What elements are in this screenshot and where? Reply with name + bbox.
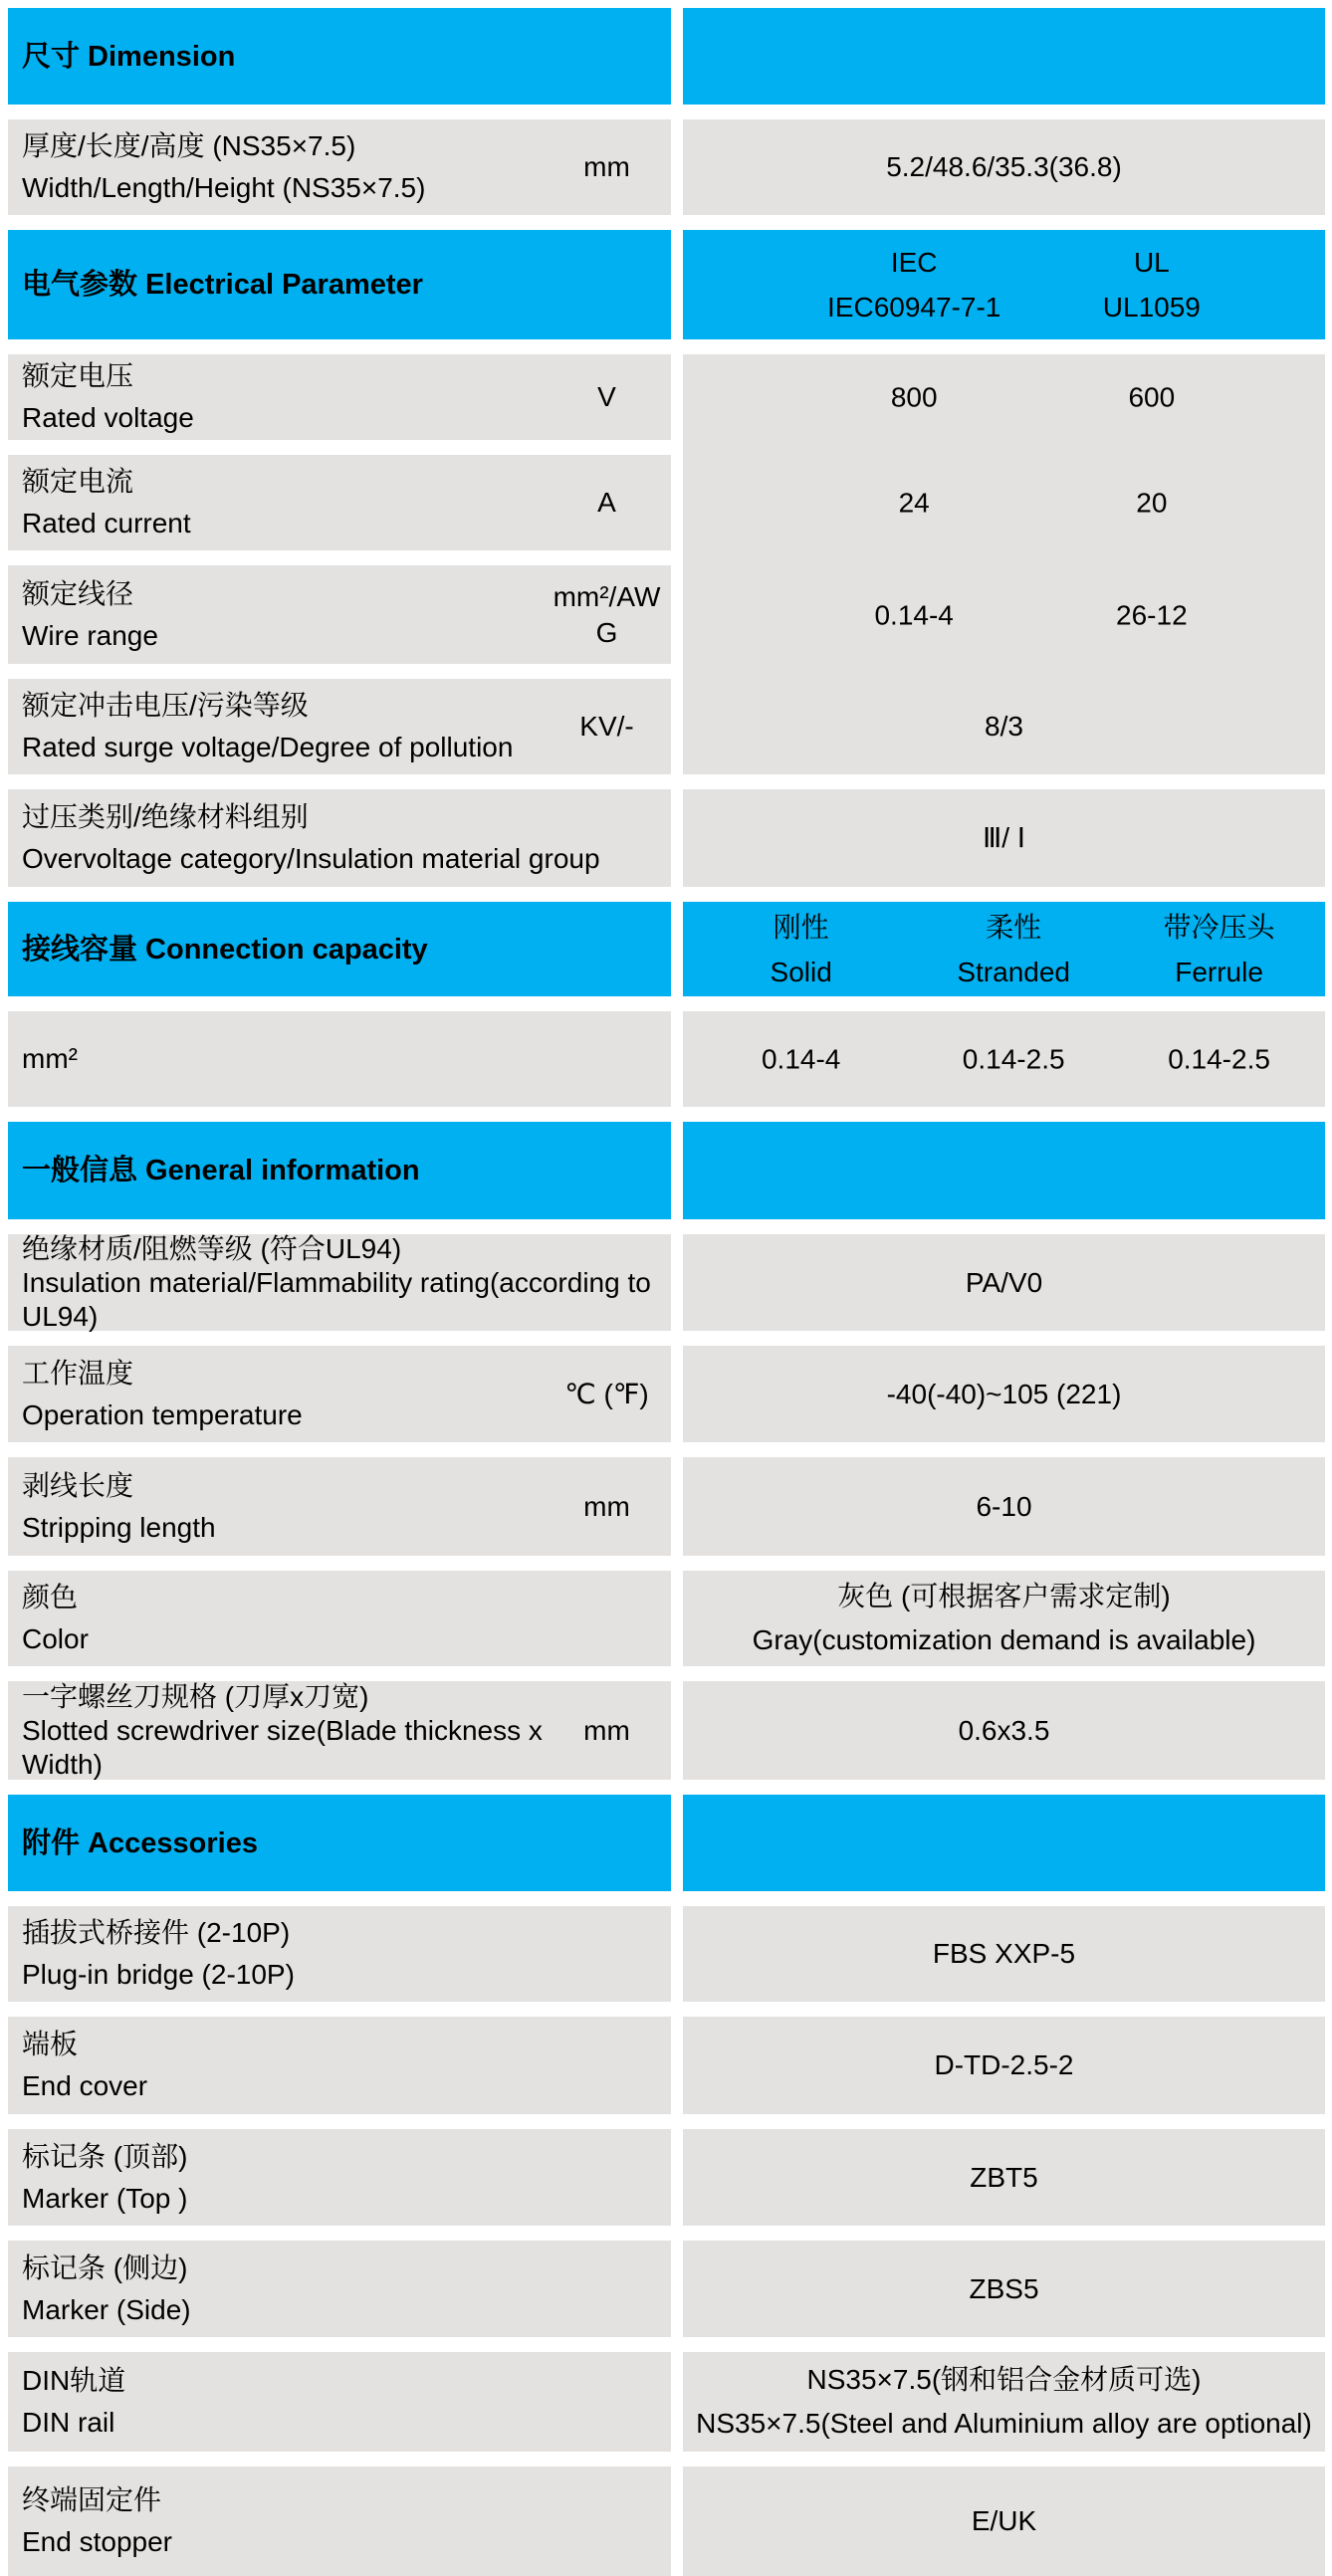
section-header-accessories <box>8 1795 1332 1891</box>
row-insulation-material <box>8 1234 1332 1331</box>
row-rated-current-unit: A <box>597 487 616 518</box>
row-screwdriver-label-en: Slotted screwdriver size(Blade thickness x Width) <box>22 1714 543 1780</box>
row-insulation-label-zh: 绝缘材质/阻燃等级 (符合UL94) <box>22 1232 402 1264</box>
section-header-dimension-right <box>683 8 1325 105</box>
row-operation-temperature <box>8 1346 1332 1442</box>
row-color-value-en: Gray(customization demand is available) <box>752 1624 1256 1655</box>
row-rated-voltage-label-en: Rated voltage <box>22 402 194 433</box>
row-wire-range-label-zh: 额定线径 <box>22 577 134 609</box>
row-plug-in-bridge <box>8 1906 1332 2002</box>
row-dimensions-label-en: Width/Length/Height (NS35×7.5) <box>22 172 426 203</box>
row-end-stopper-label-en: End stopper <box>22 2526 172 2557</box>
row-screwdriver-unit: mm <box>583 1714 630 1746</box>
section-header-electrical-right <box>683 230 1325 339</box>
row-rated-voltage-value-ul: 600 <box>1128 381 1176 413</box>
row-screwdriver-value: 0.6x3.5 <box>958 1714 1050 1746</box>
row-surge-voltage <box>8 679 671 774</box>
row-capacity-value-solid: 0.14-4 <box>761 1043 841 1075</box>
section-title-dimension: 尺寸 Dimension <box>22 40 236 73</box>
col-header-stranded-zh: 柔性 <box>986 911 1042 943</box>
row-temperature-unit: ℃ (℉) <box>564 1378 649 1409</box>
row-overvoltage-label-zh: 过压类别/绝缘材料组别 <box>22 801 309 832</box>
col-header-iec <box>827 240 1000 329</box>
row-surge-voltage-label-en: Rated surge voltage/Degree of pollution <box>22 732 514 762</box>
row-dimensions <box>8 119 1332 215</box>
row-screwdriver-label-zh: 一字螺丝刀规格 (刀厚x刀宽) <box>22 1680 369 1712</box>
col-header-iec-label: IEC <box>890 247 938 278</box>
col-header-solid-zh: 刚性 <box>773 911 829 943</box>
row-surge-voltage-label-zh: 额定冲击电压/污染等级 <box>22 690 309 721</box>
row-end-cover <box>8 2017 1332 2114</box>
row-stripping-value: 6-10 <box>976 1490 1032 1522</box>
col-header-stranded <box>957 905 1070 994</box>
section-title-electrical: 电气参数 Electrical Parameter <box>22 269 423 301</box>
row-marker-side-value: ZBS5 <box>969 2272 1039 2304</box>
row-end-stopper <box>8 2467 1332 2576</box>
row-stripping-label-en: Stripping length <box>22 1511 216 1543</box>
row-stripping-unit: mm <box>583 1490 630 1522</box>
row-dimensions-unit: mm <box>583 151 630 182</box>
row-rated-voltage <box>8 354 671 440</box>
col-header-ferrule-zh: 带冷压头 <box>1163 911 1275 943</box>
row-temperature-value: -40(-40)~105 (221) <box>886 1378 1122 1409</box>
row-connection-capacity <box>8 1011 1332 1107</box>
row-color <box>8 1571 1332 1666</box>
row-marker-top <box>8 2129 1332 2226</box>
row-din-rail-label-zh: DIN轨道 <box>22 2365 126 2396</box>
row-color-label-zh: 颜色 <box>22 1582 79 1612</box>
row-marker-side <box>8 2241 1332 2337</box>
row-overvoltage-category <box>8 789 1332 887</box>
row-marker-top-label-zh: 标记条 (顶部) <box>22 2140 188 2172</box>
section-title-accessories: 附件 Accessories <box>22 1826 258 1859</box>
row-rated-current-value-iec: 24 <box>898 487 930 519</box>
row-temperature-label-en: Operation temperature <box>22 1398 303 1430</box>
col-header-ul <box>1103 240 1201 329</box>
section-title-general: 一般信息 General information <box>22 1155 420 1186</box>
row-endcover-label-en: End cover <box>22 2070 148 2101</box>
row-rated-current-value-ul: 20 <box>1136 487 1168 519</box>
row-bridge-label-zh: 插拔式桥接件 (2-10P) <box>22 1917 291 1948</box>
section-electrical-rows <box>8 354 1332 774</box>
row-marker-top-label-en: Marker (Top ) <box>22 2182 188 2214</box>
row-stripping-length <box>8 1457 1332 1556</box>
row-rated-voltage-label-zh: 额定电压 <box>22 360 134 391</box>
row-overvoltage-label-en: Overvoltage category/Insulation material group <box>22 843 600 874</box>
row-stripping-label-zh: 剥线长度 <box>22 1469 134 1501</box>
row-end-stopper-label-zh: 终端固定件 <box>22 2484 162 2515</box>
section-title-connection: 接线容量 Connection capacity <box>22 933 428 966</box>
row-surge-voltage-value: 8/3 <box>985 711 1023 742</box>
section-header-connection-right <box>683 902 1325 996</box>
col-header-ferrule <box>1164 905 1275 994</box>
section-header-general-right <box>683 1122 1325 1219</box>
col-header-ferrule-en: Ferrule <box>1175 956 1263 987</box>
row-insulation-label-en: Insulation material/Flammability rating(according to UL94) <box>22 1266 651 1332</box>
row-end-stopper-value: E/UK <box>971 2505 1037 2536</box>
row-color-label-en: Color <box>22 1623 89 1654</box>
col-header-ul-label: UL <box>1133 247 1170 278</box>
col-header-ul-standard: UL1059 <box>1102 292 1201 322</box>
row-wire-range-value-iec: 0.14-4 <box>874 599 954 630</box>
row-capacity-value-ferrule: 0.14-2.5 <box>1168 1043 1270 1075</box>
row-surge-voltage-unit: KV/- <box>579 711 634 742</box>
row-insulation-value: PA/V0 <box>965 1266 1043 1298</box>
col-header-solid <box>771 905 832 994</box>
row-rated-voltage-unit: V <box>597 381 616 412</box>
col-header-stranded-en: Stranded <box>957 956 1070 987</box>
row-bridge-value: FBS XXP-5 <box>932 1938 1076 1969</box>
row-color-value-zh: 灰色 (可根据客户需求定制) <box>837 1581 1171 1611</box>
row-bridge-label-en: Plug-in bridge (2-10P) <box>22 1959 295 1990</box>
row-rated-current-label-en: Rated current <box>22 508 191 538</box>
row-wire-range-value-ul: 26-12 <box>1116 599 1188 630</box>
row-marker-top-value: ZBT5 <box>970 2161 1038 2193</box>
row-screwdriver-size <box>8 1681 1332 1780</box>
section-header-connection <box>8 902 1332 996</box>
row-rated-voltage-value-iec: 800 <box>890 381 938 413</box>
row-wire-range-unit: mm²/AWG <box>553 580 661 648</box>
row-dimensions-value: 5.2/48.6/35.3(36.8) <box>886 151 1122 182</box>
col-header-solid-en: Solid <box>770 956 832 987</box>
row-wire-range-label-en: Wire range <box>22 619 158 651</box>
row-rated-current-label-zh: 额定电流 <box>22 466 134 497</box>
row-capacity-value-stranded: 0.14-2.5 <box>962 1043 1065 1075</box>
row-din-rail <box>8 2352 1332 2452</box>
row-din-rail-value-zh: NS35×7.5(钢和铝合金材质可选) <box>806 2364 1202 2395</box>
row-endcover-label-zh: 端板 <box>22 2029 79 2059</box>
row-din-rail-label-en: DIN rail <box>22 2407 115 2438</box>
row-marker-side-label-en: Marker (Side) <box>22 2293 191 2325</box>
electrical-values-block <box>683 354 1325 774</box>
row-dimensions-label-zh: 厚度/长度/高度 (NS35×7.5) <box>22 130 356 161</box>
row-wire-range <box>8 565 671 664</box>
row-capacity-label: mm² <box>22 1043 78 1074</box>
section-header-general <box>8 1122 1332 1219</box>
row-rated-current <box>8 455 671 550</box>
section-header-dimension <box>8 8 1332 105</box>
row-temperature-label-zh: 工作温度 <box>22 1357 134 1389</box>
section-header-accessories-right <box>683 1795 1325 1891</box>
row-overvoltage-value: Ⅲ/ Ⅰ <box>982 822 1026 853</box>
row-din-rail-value-en: NS35×7.5(Steel and Aluminium alloy are optional) <box>696 2408 1312 2439</box>
section-header-electrical <box>8 230 1332 339</box>
col-header-iec-standard: IEC60947-7-1 <box>827 292 1001 322</box>
row-marker-side-label-zh: 标记条 (侧边) <box>22 2252 188 2283</box>
row-endcover-value: D-TD-2.5-2 <box>934 2049 1074 2080</box>
